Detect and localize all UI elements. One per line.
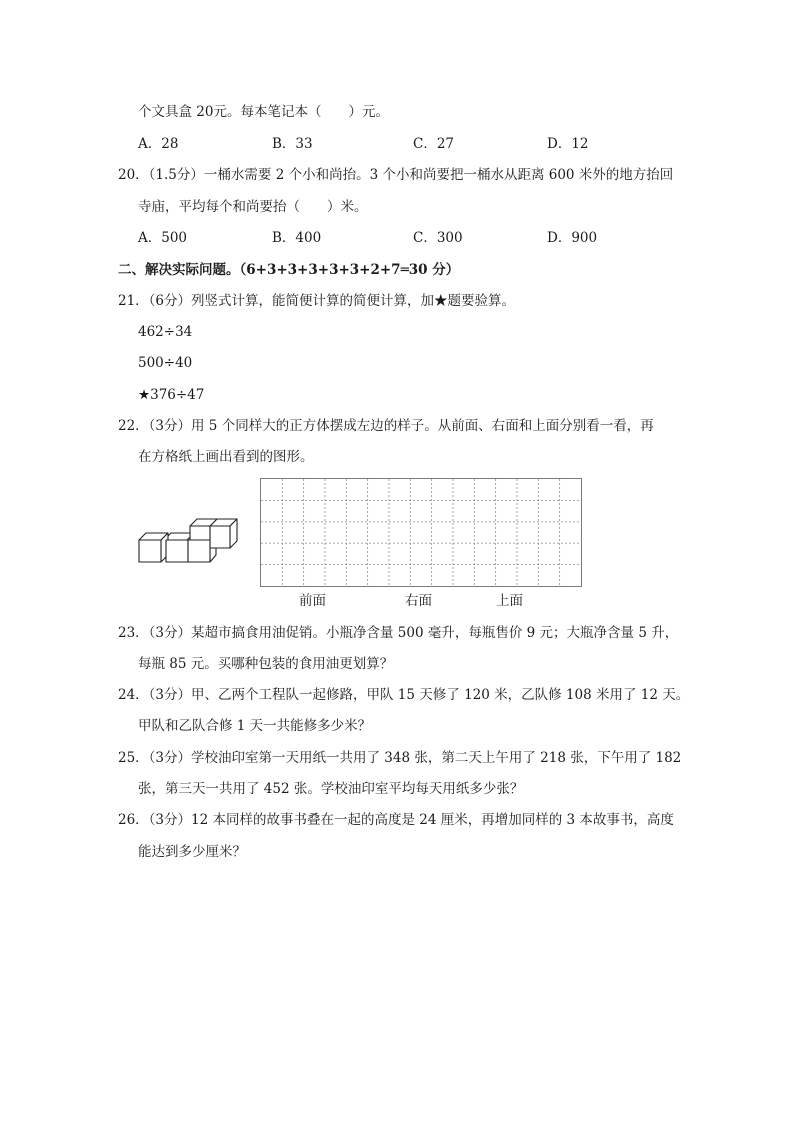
- cube-4-front: [190, 526, 210, 540]
- cube-5-front: [210, 526, 230, 548]
- q24-line1: 24．（3分）甲、乙两个工程队一起修路，甲队 15 天修了 120 米，乙队修 108 米用了 12 天。: [118, 687, 690, 703]
- grid-label-front: 前面: [299, 593, 326, 609]
- grid-label-top: 上面: [496, 593, 523, 609]
- q25-line1: 25．（3分）学校油印室第一天用纸一共用了 348 张，第二天上午用了 218 张，下午用了 182: [118, 750, 682, 766]
- q20-line1: 20．（1.5分）一桶水需要 2 个小和尚抬。3 个小和尚要把一桶水从距离 600 米外的地方抬回: [118, 167, 674, 183]
- cube-arrangement-figure: [130, 512, 245, 572]
- cube-3-front: [188, 540, 210, 562]
- q21-item-3: ★376÷47: [138, 387, 205, 403]
- q22-line1: 22．（3分）用 5 个同样大的正方体摆成左边的样子。从前面、右面和上面分别看一看，再: [118, 418, 654, 434]
- q19-option-b: B．33: [272, 136, 313, 152]
- q19-option-d: D．12: [547, 136, 589, 152]
- q23-line2: 每瓶 85 元。买哪种包装的食用油更划算？: [138, 656, 394, 672]
- q19-option-a: A．28: [138, 136, 179, 152]
- drawing-grid: [260, 478, 582, 587]
- q20-option-c: C．300: [413, 230, 463, 246]
- q20-option-d: D．900: [547, 230, 598, 246]
- q20-option-b: B．400: [272, 230, 322, 246]
- cube-1-front: [139, 540, 161, 562]
- grid-label-right: 右面: [405, 593, 432, 609]
- q25-line2: 张，第三天一共用了 452 张。学校油印室平均每天用纸多少张？: [138, 781, 524, 797]
- q26-line1: 26．（3分）12 本同样的故事书叠在一起的高度是 24 厘米，再增加同样的 3 本故事书，高度: [118, 812, 674, 828]
- q19-tail: 个文具盒 20元。每本笔记本（ ）元。: [138, 104, 389, 120]
- q24-line2: 甲队和乙队合修 1 天一共能修多少米？: [138, 718, 372, 734]
- q19-option-c: C．27: [413, 136, 455, 152]
- cube-2-front: [166, 540, 188, 562]
- q20-line2: 寺庙，平均每个和尚要抬（ ）米。: [138, 199, 368, 215]
- q21-line: 21．（6分）列竖式计算，能简便计算的简便计算，加★题要验算。: [118, 293, 516, 309]
- section2-title: 二、解决实际问题。（6+3+3+3+3+3+2+7═30 分）: [118, 262, 460, 278]
- q22-line2: 在方格纸上画出看到的图形。: [138, 449, 314, 465]
- q20-option-a: A．500: [138, 230, 188, 246]
- q21-item-1: 462÷34: [138, 324, 193, 340]
- q26-line2: 能达到多少厘米？: [138, 844, 246, 860]
- q23-line1: 23．（3分）某超市搞食用油促销。小瓶净含量 500 毫升，每瓶售价 9 元；大瓶净含量 5 升，: [118, 625, 679, 641]
- q21-item-2: 500÷40: [138, 355, 193, 371]
- grid-lines: [261, 479, 581, 586]
